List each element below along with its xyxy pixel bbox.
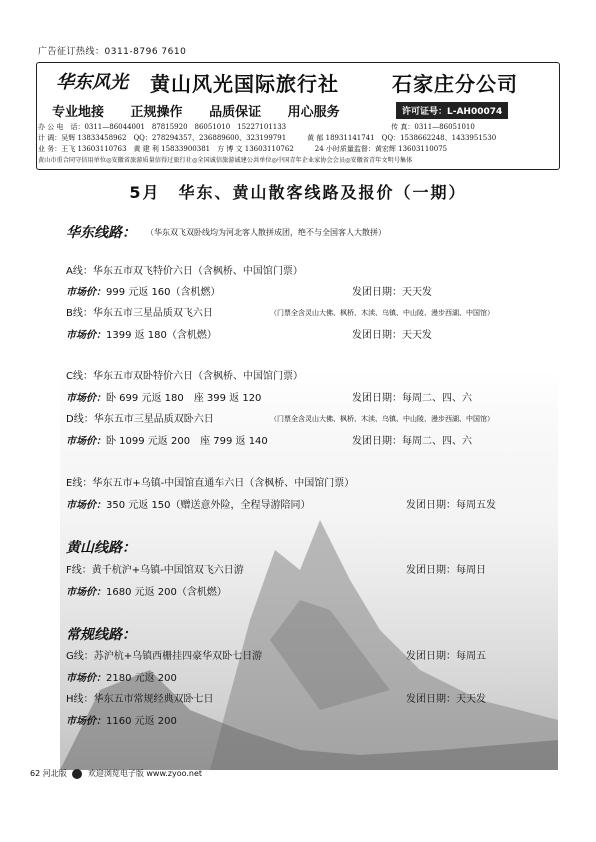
price-line-e [66,496,311,511]
slogan: 正规操作 [130,105,183,120]
route-line-e: E线：华东五市+乌镇-中国馆直通车六日（含枫桥、中国馆门票） [66,478,355,489]
footer-badge[interactable]: 欢迎浏览电子版 www.zyoo.net [87,769,203,778]
contact-line: 办 公 电 话：0311—86044001 87815920 86051010 15227101133 传 真：0311—86051010 [38,123,475,131]
depart-b: 发团日期：天天发 [352,330,432,341]
price-label: 市场价： [66,436,106,447]
price-line-f [66,583,227,598]
price-value: 卧 1099 元返 200 座 799 返 140 [106,436,268,447]
depart-e: 发团日期：每周五发 [406,500,496,511]
route-extra-d: （门票全含灵山大佛、枫桥、木渎、乌镇、中山陵、漫步西湖、中国馆） [270,415,494,423]
depart-g: 发团日期：每周五 [406,651,486,662]
depart-a: 发团日期：天天发 [352,287,432,298]
route-extra-b: （门票全含灵山大佛、枫桥、木渎、乌镇、中山陵、漫步西湖、中国馆） [270,309,494,317]
contact-line: 计 调：吴辉 13833458962 QQ：278294357、236889600、323199791 黄 郁 18931141741 QQ：1538662248、1433951530 [38,134,497,142]
east-heading: 华东线路： [66,225,136,241]
depart-h: 发团日期：天天发 [406,694,486,705]
slogan: 用心服务 [287,105,340,120]
price-label: 市场价： [66,393,106,404]
price-value: 卧 699 元返 180 座 399 返 120 [106,393,262,404]
price-value: 350 元返 150（赠送意外险，全程导游陪同） [106,500,311,511]
contact-line: 业 务：王飞 13603110763 黄 建 利 15833900381 方 博 文 13603110762 24 小时质量监督：黄宏辉 13603110075 [38,145,448,153]
route-line-b: B线：华东五市三星品质双飞六日 [66,308,213,319]
depart-f: 发团日期：每周日 [406,565,486,576]
east-note: （华东双飞双卧线均为河北客人散拼成团，绝不与全国客人大散拼） [146,228,386,237]
route-line-h: H线：华东五市常规经典双卧七日 [66,694,214,705]
price-label: 市场价： [66,673,106,684]
price-line-d [66,432,268,447]
regular-heading: 常规线路： [66,627,136,643]
logo-script: 华东风光 [56,72,128,93]
depart-d: 发团日期：每周二、四、六 [352,436,472,447]
ad-hotline: 广告征订热线：0311-8796 7610 [38,47,187,57]
slogan: 专业地接 [52,105,105,120]
route-line-f: F线：黄千杭沪+乌镇-中国馆双飞六日游 [66,565,244,576]
price-value: 1680 元返 200（含机燃） [106,587,227,598]
price-label: 市场价： [66,287,106,298]
branch-name: 石家庄分公司 [392,72,518,96]
contact-line: 黄山市重合同守信用单位◎安徽省旅游质量信得过旅行社◎全国诚信旅游诚建公共单位◎中国青年企业家协会会员◎安徽省青年文明号集体 [38,157,413,164]
price-line-h [66,712,177,727]
depart-c: 发团日期：每周二、四、六 [352,393,472,404]
price-line-b [66,326,217,341]
huangshan-heading: 黄山线路： [66,540,136,556]
route-line-g: G线：苏沪杭+乌镇西栅挂四豪华双卧七日游 [66,651,263,662]
slogan: 品质保证 [209,105,262,120]
price-label: 市场价： [66,716,106,727]
price-value: 1399 返 180（含机燃） [106,330,217,341]
price-line-g [66,669,177,684]
footer [30,768,202,779]
price-line-c [66,389,261,404]
main-title: 5月 华东、黄山散客线路及报价（一期） [129,183,467,202]
route-line-c: C线：华东五市双卧特价六日（含枫桥、中国馆门票） [66,371,303,382]
agency-name: 黄山风光国际旅行社 [150,72,339,96]
footer-logo-icon [72,769,82,779]
price-label: 市场价： [66,330,106,341]
price-label: 市场价： [66,500,106,511]
price-value: 1160 元返 200 [106,716,177,727]
page-number: 62 河北版 [30,769,67,778]
route-line-d: D线：华东五市三星品质双卧六日 [66,414,214,425]
price-value: 2180 元返 200 [106,673,177,684]
price-line-a [66,283,221,298]
price-label: 市场价： [66,587,106,598]
slogans [52,101,362,120]
route-line-a: A线：华东五市双飞特价六日（含枫桥、中国馆门票） [66,266,303,277]
price-value: 999 元返 160（含机燃） [106,287,221,298]
license-badge: 许可证号：L-AH00074 [396,102,508,119]
